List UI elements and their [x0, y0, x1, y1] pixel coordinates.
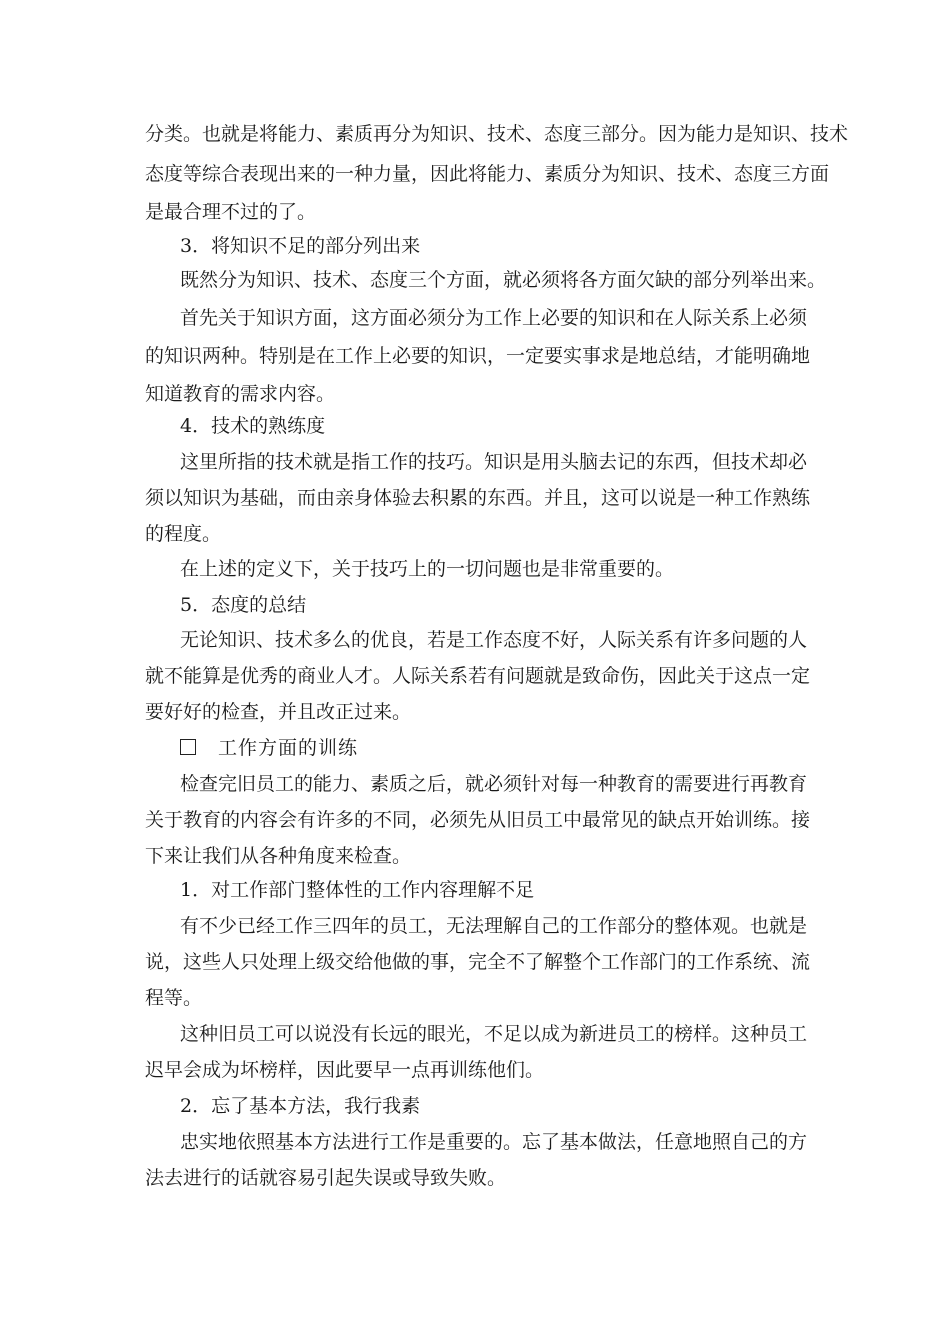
square-bullet-icon — [180, 739, 196, 755]
paragraph-line: 这里所指的技术就是指工作的技巧。知识是用头脑去记的东西，但技术却必 — [180, 451, 808, 473]
paragraph-line: 有不少已经工作三四年的员工，无法理解自己的工作部分的整体观。也就是 — [180, 915, 808, 937]
subsection-heading — [180, 736, 358, 760]
paragraph-line: 忠实地依照基本方法进行工作是重要的。忘了基本做法，任意地照自己的方 — [180, 1131, 808, 1153]
paragraph-line: 是最合理不过的了。 — [145, 201, 317, 223]
paragraph-line: 说，这些人只处理上级交给他做的事，完全不了解整个工作部门的工作系统、流 — [145, 951, 811, 973]
paragraph-line: 法去进行的话就容易引起失误或导致失败。 — [145, 1167, 507, 1189]
paragraph-line: 程等。 — [145, 987, 203, 1009]
paragraph-line: 检查完旧员工的能力、素质之后，就必须针对每一种教育的需要进行再教育 — [180, 773, 808, 795]
section-heading-5: 5．态度的总结 — [180, 594, 307, 616]
paragraph-line: 就不能算是优秀的商业人才。人际关系若有问题就是致命伤，因此关于这点一定 — [145, 665, 811, 687]
paragraph-line: 分类。也就是将能力、素质再分为知识、技术、态度三部分。因为能力是知识、技术 — [145, 123, 849, 145]
paragraph-line: 态度等综合表现出来的一种力量，因此将能力、素质分为知识、技术、态度三方面 — [145, 163, 830, 185]
paragraph-line: 须以知识为基础，而由亲身体验去积累的东西。并且，这可以说是一种工作熟练 — [145, 487, 811, 509]
section-heading-1: 1．对工作部门整体性的工作内容理解不足 — [180, 879, 535, 901]
paragraph-line: 在上述的定义下，关于技巧上的一切问题也是非常重要的。 — [180, 558, 675, 580]
section-heading-2: 2．忘了基本方法，我行我素 — [180, 1095, 421, 1117]
paragraph-line: 关于教育的内容会有许多的不同，必须先从旧员工中最常见的缺点开始训练。接 — [145, 809, 811, 831]
paragraph-line: 要好好的检查，并且改正过来。 — [145, 701, 412, 723]
paragraph-line: 这种旧员工可以说没有长远的眼光，不足以成为新进员工的榜样。这种员工 — [180, 1023, 808, 1045]
paragraph-line: 迟早会成为坏榜样，因此要早一点再训练他们。 — [145, 1059, 545, 1081]
paragraph-line: 无论知识、技术多么的优良，若是工作态度不好，人际关系有许多问题的人 — [180, 629, 808, 651]
section-heading-3: 3．将知识不足的部分列出来 — [180, 235, 421, 257]
paragraph-line: 的程度。 — [145, 523, 222, 545]
paragraph-line: 的知识两种。特别是在工作上必要的知识，一定要实事求是地总结，才能明确地 — [145, 345, 811, 367]
paragraph-line: 下来让我们从各种角度来检查。 — [145, 845, 412, 867]
paragraph-line: 首先关于知识方面，这方面必须分为工作上必要的知识和在人际关系上必须 — [180, 307, 808, 329]
subsection-title: 工作方面的训练 — [218, 737, 359, 759]
paragraph-line: 既然分为知识、技术、态度三个方面，就必须将各方面欠缺的部分列举出来。 — [180, 269, 827, 291]
section-heading-4: 4．技术的熟练度 — [180, 415, 326, 437]
paragraph-line: 知道教育的需求内容。 — [145, 383, 336, 405]
